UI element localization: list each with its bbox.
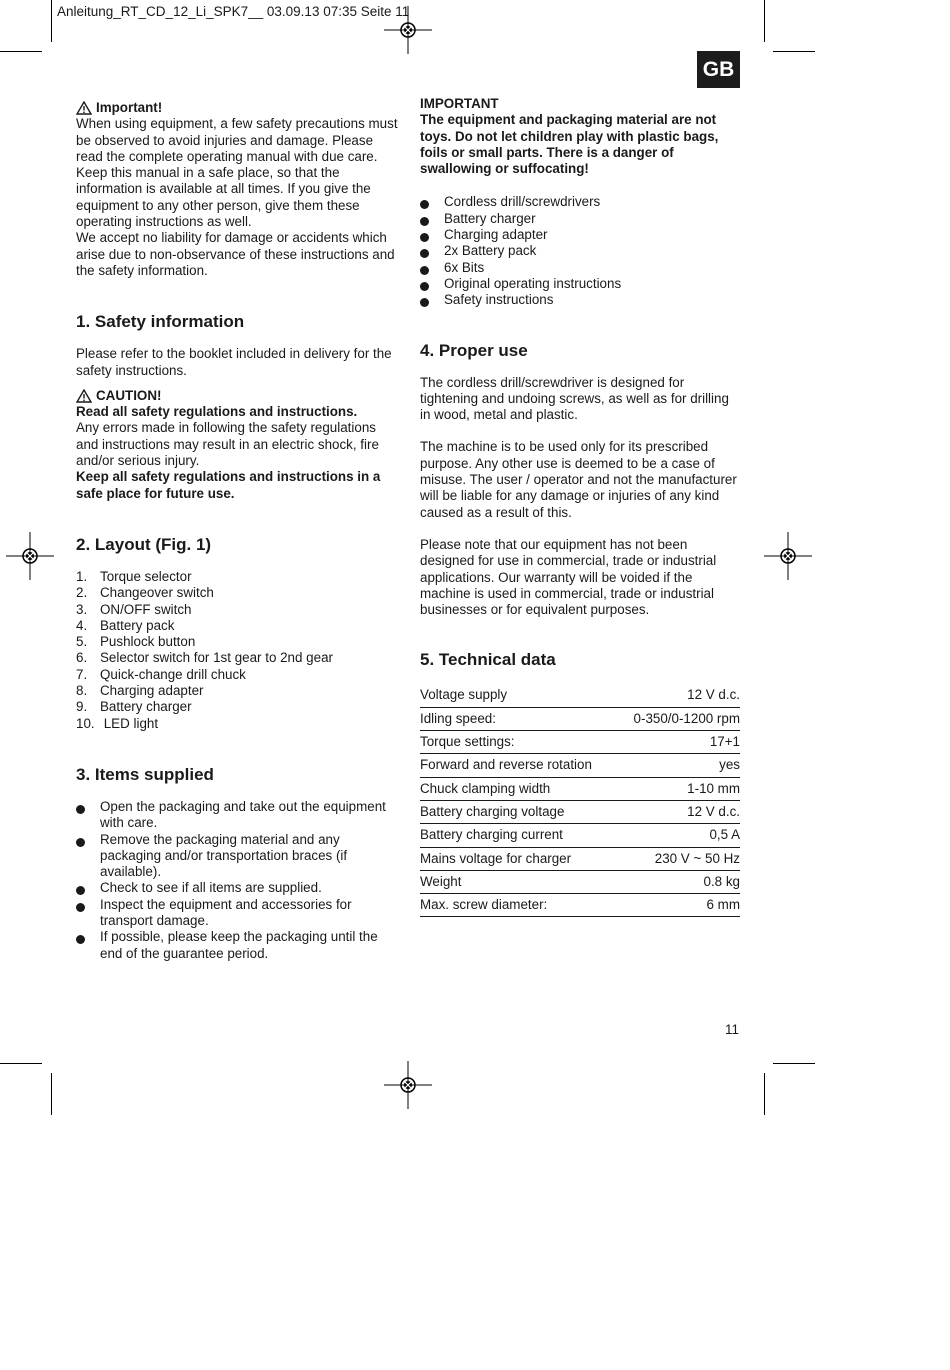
crop-mark xyxy=(0,1063,42,1064)
list-item xyxy=(76,667,402,683)
registration-mark-icon xyxy=(384,6,432,54)
table-cell-value: 12 V d.c. xyxy=(618,800,740,823)
list-item xyxy=(76,650,402,666)
list-item-label: LED light xyxy=(100,715,159,731)
crop-mark xyxy=(773,1063,815,1064)
table-cell-label: Forward and reverse rotation xyxy=(420,754,618,777)
important-warning-text: The equipment and packaging material are not toys. Do not let children play with plastic bags, foils or small parts. There is a danger of swallowing or suffocating! xyxy=(420,112,719,177)
proper-use-paragraph: The cordless drill/screwdriver is designed for tightening and undoing screws, as well as for drilling in wood, metal and plastic. xyxy=(420,374,729,423)
caution-title-label: CAUTION! xyxy=(96,387,162,403)
list-item-number: 8. xyxy=(76,683,88,699)
list-item-number: 5. xyxy=(76,634,88,650)
table-row xyxy=(420,800,740,823)
list-item-label: Charging adapter xyxy=(100,683,204,699)
list-item-label: Changeover switch xyxy=(100,585,214,601)
table-cell-value: 0.8 kg xyxy=(618,870,740,893)
crop-mark xyxy=(764,0,765,42)
table-cell-label: Max. screw diameter: xyxy=(420,894,618,917)
list-item-label: Selector switch for 1st gear to 2nd gear xyxy=(100,650,333,666)
list-item-number: 4. xyxy=(76,617,88,633)
crop-mark xyxy=(51,1073,52,1115)
table-row xyxy=(420,707,740,730)
list-item-number: 2. xyxy=(76,585,88,601)
list-item: Inspect the equipment and accessories for transport damage. xyxy=(76,897,402,930)
table-row xyxy=(420,824,740,847)
warning-triangle-icon xyxy=(76,389,92,403)
table-cell-value: 0,5 A xyxy=(618,824,740,847)
registration-mark-icon xyxy=(764,532,812,580)
list-item: Check to see if all items are supplied. xyxy=(76,880,402,896)
list-item-label: Battery pack xyxy=(100,617,175,633)
technical-data-table xyxy=(420,684,740,917)
crop-mark xyxy=(0,51,42,52)
table-row xyxy=(420,870,740,893)
list-item-label: Torque selector xyxy=(100,568,192,584)
important-text: When using equipment, a few safety precautions must be observed to avoid injuries and damage. Please read the complete operating manual with due care. Keep this manual in a safe place, so that the information is available at all times. If you give the equipment to any other person, give them these operating instructions as well. xyxy=(76,116,398,230)
list-item: 6x Bits xyxy=(420,260,742,276)
registration-mark-icon xyxy=(6,532,54,580)
list-item-number: 9. xyxy=(76,699,88,715)
crop-mark xyxy=(773,51,815,52)
list-item-label: Battery charger xyxy=(100,699,192,715)
list-item xyxy=(76,634,402,650)
left-column xyxy=(76,100,402,962)
proper-use-paragraph: Please note that our equipment has not been designed for use in commercial, trade or industrial applications. Our warranty will be voided if the machine is used in commercial, trade or industrial businesses or for equivalent purposes. xyxy=(420,536,717,618)
table-row xyxy=(420,731,740,754)
list-item xyxy=(76,602,402,618)
list-item xyxy=(76,683,402,699)
list-item: Battery charger xyxy=(420,211,742,227)
crop-mark xyxy=(764,1073,765,1115)
safety-heading: 1. Safety information xyxy=(76,312,245,332)
supplied-items-list xyxy=(420,194,742,308)
list-item-label: ON/OFF switch xyxy=(100,601,192,617)
table-cell-label: Weight xyxy=(420,870,618,893)
language-badge: GB xyxy=(697,51,740,88)
table-row xyxy=(420,847,740,870)
page-number: 11 xyxy=(725,1022,739,1037)
list-item-label: Pushlock button xyxy=(100,634,196,650)
print-file-info: Anleitung_RT_CD_12_Li_SPK7__ 03.09.13 07:35 Seite 11 xyxy=(57,4,410,19)
list-item xyxy=(76,699,402,715)
proper-use-heading: 4. Proper use xyxy=(420,340,528,360)
list-item-number: 7. xyxy=(76,666,88,682)
list-item: Open the packaging and take out the equipment with care. xyxy=(76,799,402,832)
list-item-number: 10. xyxy=(76,715,95,731)
table-row xyxy=(420,754,740,777)
list-item xyxy=(76,716,402,732)
table-row xyxy=(420,894,740,917)
right-column xyxy=(420,96,742,917)
table-cell-value: 0-350/0-1200 rpm xyxy=(618,707,740,730)
caution-title xyxy=(76,388,402,404)
list-item: If possible, please keep the packaging until the end of the guarantee period. xyxy=(76,929,402,962)
items-heading: 3. Items supplied xyxy=(76,764,214,784)
table-cell-value: 6 mm xyxy=(618,894,740,917)
layout-list xyxy=(76,569,402,732)
caution-keep-text: Keep all safety regulations and instructions in a safe place for future use. xyxy=(76,469,381,501)
table-cell-label: Chuck clamping width xyxy=(420,777,618,800)
list-item: Remove the packaging material and any packaging and/or transportation braces (if available). xyxy=(76,832,402,881)
table-cell-value: 12 V d.c. xyxy=(618,684,740,707)
table-row xyxy=(420,777,740,800)
table-cell-label: Battery charging current xyxy=(420,824,618,847)
layout-heading: 2. Layout (Fig. 1) xyxy=(76,534,212,554)
items-supplied-list xyxy=(76,799,402,962)
list-item xyxy=(76,618,402,634)
list-item: 2x Battery pack xyxy=(420,243,742,259)
list-item-number: 1. xyxy=(76,568,88,584)
table-cell-label: Idling speed: xyxy=(420,707,618,730)
list-item: Original operating instructions xyxy=(420,276,742,292)
tech-heading: 5. Technical data xyxy=(420,650,556,670)
important-title xyxy=(76,100,402,116)
table-cell-label: Voltage supply xyxy=(420,684,618,707)
table-cell-value: 230 V ~ 50 Hz xyxy=(618,847,740,870)
caution-bold-text: Read all safety regulations and instructions. xyxy=(76,404,358,420)
important-label: IMPORTANT xyxy=(420,96,499,111)
warning-triangle-icon xyxy=(76,101,92,115)
safety-text: Please refer to the booklet included in delivery for the safety instructions. xyxy=(76,346,392,378)
crop-mark xyxy=(51,0,52,42)
list-item xyxy=(76,585,402,601)
table-cell-value: 1-10 mm xyxy=(618,777,740,800)
list-item-number: 3. xyxy=(76,601,88,617)
list-item xyxy=(76,569,402,585)
list-item: Safety instructions xyxy=(420,292,742,308)
table-cell-label: Battery charging voltage xyxy=(420,800,618,823)
table-cell-value: 17+1 xyxy=(618,731,740,754)
list-item-label: Quick-change drill chuck xyxy=(100,666,246,682)
caution-text: Any errors made in following the safety regulations and instructions may result in an electric shock, fire and/or serious injury. xyxy=(76,420,379,469)
table-row xyxy=(420,684,740,707)
list-item: Charging adapter xyxy=(420,227,742,243)
proper-use-paragraph: The machine is to be used only for its prescribed purpose. Any other use is deemed to be a case of misuse. The user / operator and not the manufacturer will be liable for any damage or injuries of any kind caused as a result of this. xyxy=(420,439,737,520)
list-item: Cordless drill/screwdrivers xyxy=(420,194,742,210)
table-cell-value: yes xyxy=(618,754,740,777)
list-item-number: 6. xyxy=(76,650,88,666)
registration-mark-icon xyxy=(384,1061,432,1109)
table-cell-label: Torque settings: xyxy=(420,731,618,754)
table-cell-label: Mains voltage for charger xyxy=(420,847,618,870)
important-title-label: Important! xyxy=(96,100,163,115)
liability-text: We accept no liability for damage or accidents which arise due to non-observance of these instructions and the safety information. xyxy=(76,230,395,278)
